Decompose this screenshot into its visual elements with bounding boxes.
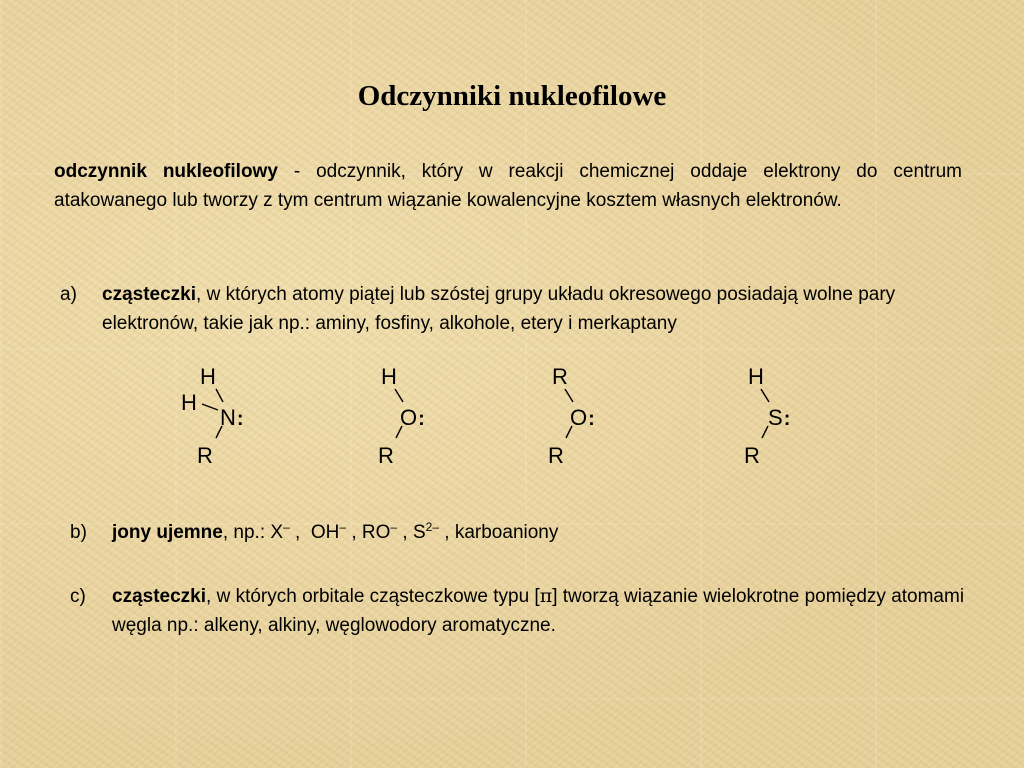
list-item-bold: cząsteczki bbox=[112, 586, 207, 607]
list-item-bold: cząsteczki bbox=[102, 284, 197, 305]
slide-title: Odczynniki nukleofilowe bbox=[357, 80, 667, 112]
ion-ro: RO– bbox=[361, 520, 398, 543]
list-item-body bbox=[112, 582, 972, 640]
atom-top: H bbox=[200, 364, 216, 389]
atom-bottom: R bbox=[744, 443, 760, 468]
lone-pair-icon: : bbox=[783, 408, 791, 430]
ion-x: X– bbox=[270, 520, 290, 543]
atom-center: O: bbox=[570, 405, 595, 430]
list-item-body: jony ujemne, np.: X– , OH– , RO– , $S^{2-}$ , karboaniony bbox=[112, 520, 559, 543]
atom-center: S: bbox=[768, 405, 791, 430]
list-item-text: , w których orbitale cząsteczkowe typu [ bbox=[206, 586, 540, 607]
list-item-suffix: karboaniony bbox=[454, 522, 559, 543]
definition-paragraph bbox=[54, 158, 962, 215]
atom-center: O: bbox=[400, 405, 425, 430]
atom-bottom: R bbox=[378, 443, 394, 468]
list-item-letter: b) bbox=[70, 522, 87, 543]
list-item-text: , w których atomy piątej lub szóstej grupy układu okresowego posiadają wolne pary elektronów, takie jak np.: aminy, fosfiny, alkohole, etery i merkaptany bbox=[102, 284, 896, 334]
list-item-letter: a) bbox=[60, 284, 77, 305]
atom-top: H bbox=[381, 364, 397, 389]
lone-pair-icon: : bbox=[418, 408, 425, 430]
list-item-body bbox=[102, 280, 972, 338]
list-item-prefix: , np.: bbox=[222, 522, 271, 543]
lone-pair-icon: : bbox=[588, 408, 595, 430]
atom-top: R bbox=[552, 364, 568, 389]
definition-term: odczynnik nukleofilowy bbox=[54, 161, 278, 182]
definition-text: - odczynnik, który w reakcji chemicznej oddaje elektrony do centrum atakowanego lub tworzy z tym centrum wiązanie kowalencyjne kosztem własnych elektronów. bbox=[54, 161, 963, 211]
pi-symbol: π bbox=[539, 585, 553, 607]
ion-oh: OH– bbox=[310, 520, 347, 543]
ion-s: $S^{2-}$ bbox=[412, 520, 439, 543]
lone-pair-icon: : bbox=[236, 408, 244, 430]
list-item-text-after: ] tworzą wiązanie wielokrotne pomiędzy atomami węgla np.: alkeny, alkiny, węglowodory aromatyczne. bbox=[112, 586, 965, 636]
atom-top: H bbox=[748, 364, 764, 389]
atom-center: N: bbox=[220, 405, 244, 430]
list-item-letter: c) bbox=[70, 586, 86, 607]
list-item-bold: jony ujemne bbox=[112, 522, 223, 543]
atom-bottom: R bbox=[197, 443, 213, 468]
atom-side: H bbox=[181, 390, 197, 415]
atom-bottom: R bbox=[548, 443, 564, 468]
